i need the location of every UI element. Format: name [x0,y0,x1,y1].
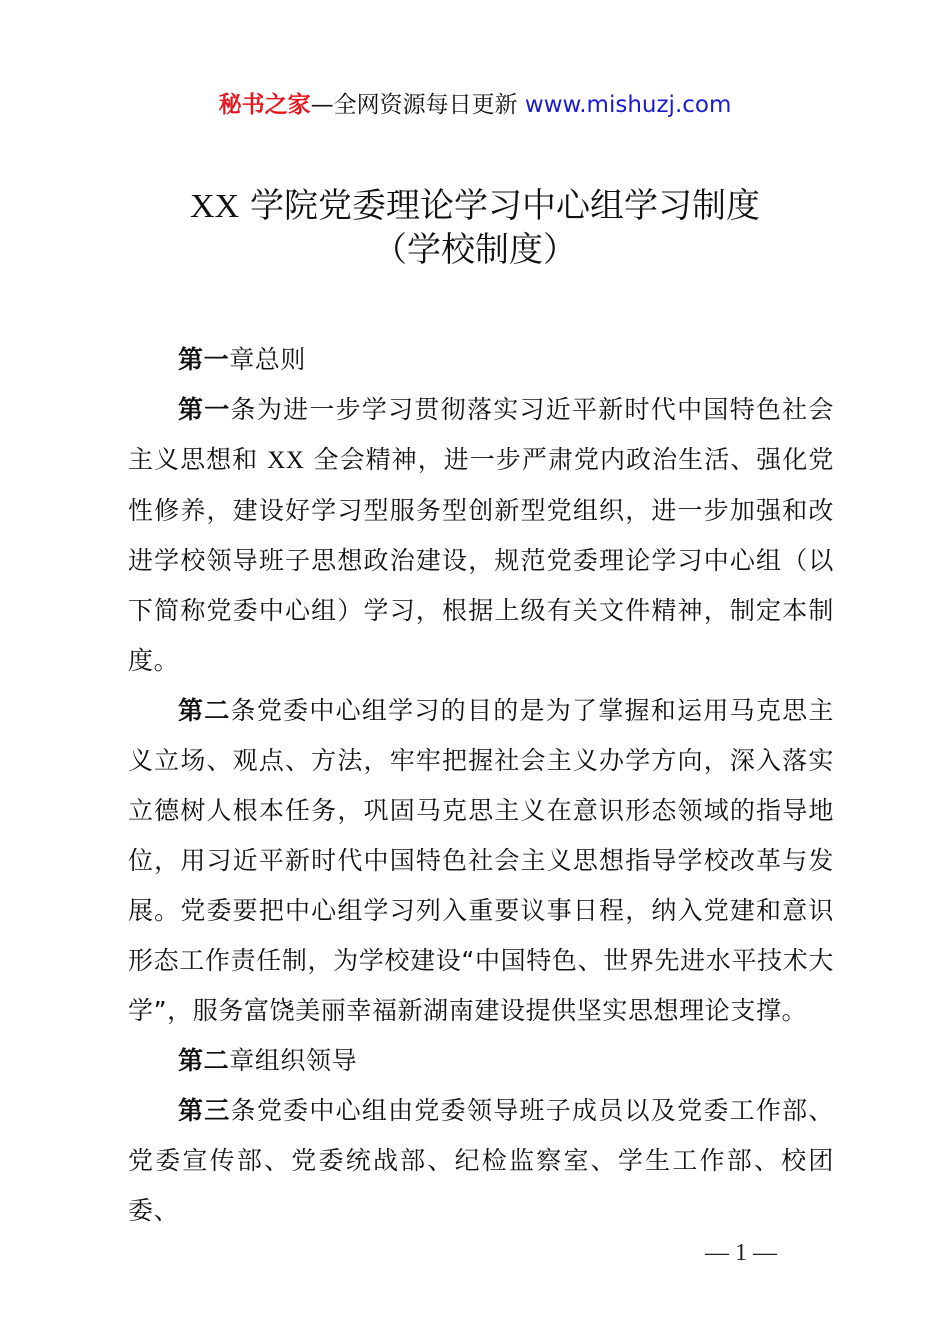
article-number: 第一 [178,395,231,424]
article-text: 条党委中心组学习的目的是为了掌握和运用马克思主义立场、观点、方法，牢牢把握社会主义办学方向，深入落实立德树人根本任务，巩固马克思主义在意识形态领域的指导地位，用习近平新时代中国特色社会主义思想指导学校改革与发展。党委要把中心组学习列入重要议事日程，纳入党建和意识形态工作责任制，为学校建设“中国特色、世界先进水平技术大学”，服务富饶美丽幸福新湖南建设提供坚实思想理论支撑。 [128,696,835,1025]
site-url-link[interactable]: www.mishuzj.com [524,92,732,118]
title-prefix: XX [190,188,240,225]
chapter-title: 章组织领导 [229,1046,358,1075]
article-number: 第二 [178,696,231,725]
article-text-cont: 全会精神，进一步严肃党内政治生活、强化党性修养，建设好学习型服务型创新型党组织，进一步加强和改进学校领导班子思想政治建设，规范党委理论学习中心组（以下简称党委中心组）学习，根据上级有关文件精神，制定本制度。 [128,445,834,675]
article-2 [128,686,834,1036]
brand-name: 秘书之家 [218,92,311,118]
article-text-xx: XX [267,447,305,474]
chapter-heading-2 [128,1036,834,1086]
header-tagline: —全网资源每日更新 [310,92,525,118]
article-number: 第三 [178,1096,231,1125]
site-header [0,88,950,122]
chapter-heading-1 [128,335,834,385]
page-number: — 1 — [705,1240,777,1266]
article-text: 条党委中心组由党委领导班子成员以及党委工作部、党委宣传部、党委统战部、纪检监察室、学生工作部、校团委、 [128,1096,835,1225]
document-title [0,184,950,229]
document-subtitle: （学校制度） [373,230,577,270]
article-1 [128,385,834,686]
article-3 [128,1086,834,1236]
document-body [128,335,834,1236]
title-text: 学院党委理论学习中心组学习制度 [239,186,760,226]
article-text: 条为进一步学习贯彻落实习近平新时代中国特色社会主义思想和 [128,395,835,474]
chapter-title: 章总则 [229,345,307,374]
chapter-number: 第一 [178,345,230,374]
chapter-number: 第二 [178,1046,230,1075]
